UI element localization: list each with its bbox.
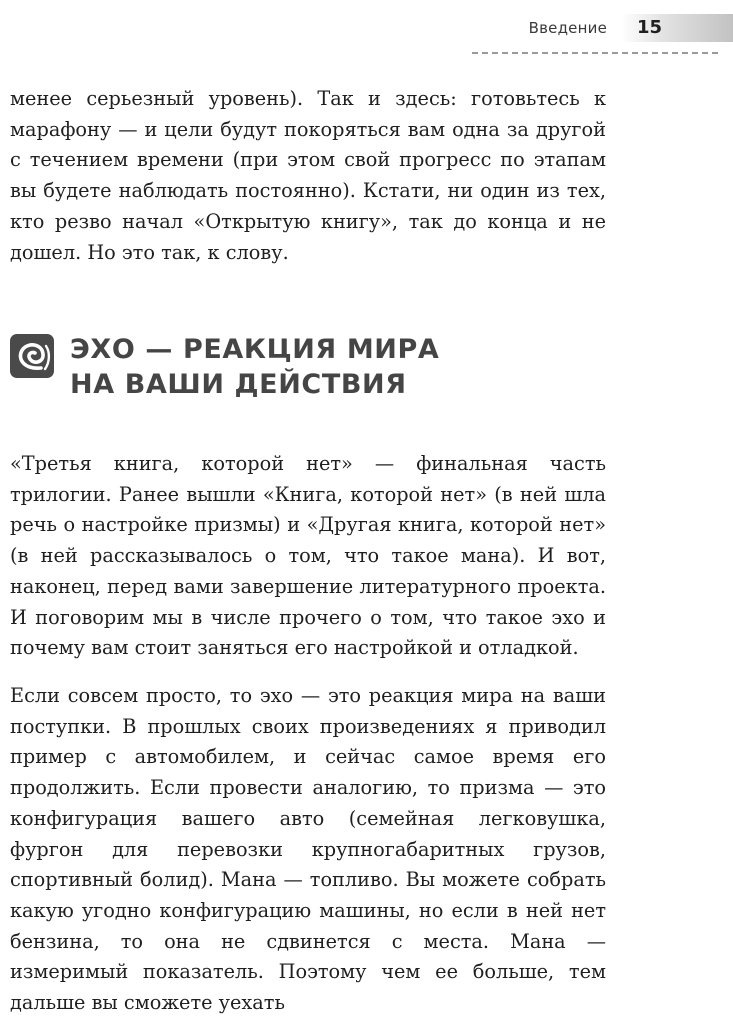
running-header-title: Введение	[528, 19, 607, 37]
paragraph-echo-definition: Если совсем просто, то эхо — это реакция мира на ваши поступки. В прошлых своих произведениях я приводил пример с автомобилем, и сейчас самое время его продолжить. Если провести аналогию, то призма — это конфигурация вашего авто (семейная легковушка, фургон для перевозки крупногабаритных грузов, спортивный болид). Мана — топливо. Вы можете собрать какую угодно конфигурацию машины, но если в ней нет бензина, то она не сдвинется с места. Мана — измеримый показатель. Поэтому чем ее больше, тем дальше вы сможете уехать	[10, 684, 606, 1015]
section-title-line-2: НА ВАШИ ДЕЙСТВИЯ	[70, 369, 407, 400]
section-title	[70, 332, 610, 402]
page-header	[0, 12, 733, 48]
section-heading	[10, 330, 610, 410]
paragraph-trilogy: «Третья книга, которой нет» — финальная часть трилогии. Ранее вышли «Книга, которой нет» (в ней шла речь о настройке призмы) и «Другая книга, которой нет» (в ней рассказывалось о том, что такое мана). И вот, наконец, перед вами завершение литературного проекта. И поговорим мы в числе прочего о том, что такое эхо и почему вам стоит заняться его настройкой и отладкой.	[10, 452, 606, 660]
page-number-tab	[621, 14, 733, 42]
header-dashed-rule	[472, 52, 718, 54]
paragraph-continued: менее серьезный уровень). Так и здесь: готовьтесь к марафону — и цели будут покоряться вам одна за другой с течением времени (при этом свой прогресс по этапам вы будете наблюдать постоянно). Кстати, ни один из тех, кто резво начал «Открытую книгу», так до конца и не дошел. Но это так, к слову.	[10, 87, 606, 264]
spiral-echo-icon	[10, 334, 54, 378]
section-title-line-1: ЭХО — РЕАКЦИЯ МИРА	[70, 334, 440, 365]
page-number: 15	[637, 17, 663, 38]
